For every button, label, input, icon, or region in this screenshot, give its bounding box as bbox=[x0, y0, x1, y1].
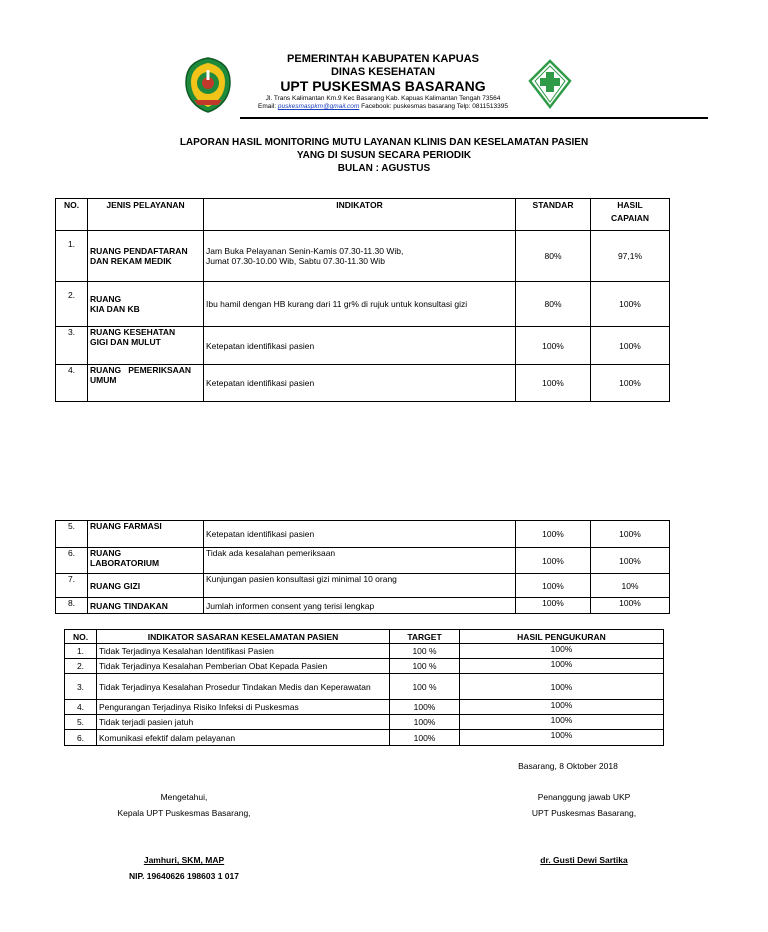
table-row bbox=[65, 730, 664, 746]
right-signer-name: dr. Gusti Dewi Sartika bbox=[540, 855, 628, 865]
row-service bbox=[88, 548, 204, 574]
row-service: RUANG FARMASI bbox=[88, 521, 204, 548]
service-line2: GIGI DAN MULUT bbox=[90, 337, 161, 347]
header-department-name: DINAS KESEHATAN bbox=[330, 66, 436, 78]
report-title: LAPORAN HASIL MONITORING MUTU LAYANAN KLINIS DAN KESELAMATAN PASIEN bbox=[179, 137, 589, 148]
row-no: 2. bbox=[56, 282, 88, 327]
indicator-line2: Jumat 07.30-10.00 Wib, Sabtu 07.30-11.30 Wib bbox=[206, 256, 385, 266]
row-no: 5. bbox=[65, 715, 97, 730]
row-standard: 100% bbox=[516, 598, 591, 614]
right-signer-role-line2: UPT Puskesmas Basarang, bbox=[531, 808, 637, 818]
table-row bbox=[65, 674, 664, 700]
row-target: 100% bbox=[390, 700, 460, 715]
header-contact bbox=[218, 103, 548, 110]
row-indicator: Pengurangan Terjadinya Risiko Infeksi di Puskesmas bbox=[97, 700, 390, 715]
row-standard: 100% bbox=[516, 574, 591, 598]
row-indicator bbox=[204, 231, 516, 282]
table-row bbox=[65, 700, 664, 715]
table-row bbox=[65, 644, 664, 659]
indicator-line1: Jam Buka Pelayanan Senin-Kamis 07.30-11.30 Wib, bbox=[206, 246, 404, 256]
row-no: 3. bbox=[65, 674, 97, 700]
col-header-target: TARGET bbox=[390, 630, 460, 644]
table-row bbox=[56, 574, 670, 598]
puskesmas-logo bbox=[528, 59, 572, 111]
row-result: 100% bbox=[460, 659, 664, 674]
row-standard: 100% bbox=[516, 327, 591, 365]
row-no: 4. bbox=[65, 700, 97, 715]
col-header-no: NO. bbox=[56, 199, 88, 231]
col-header-indikator: INDIKATOR bbox=[204, 199, 516, 231]
service-line2: LABORATORIUM bbox=[90, 558, 160, 568]
table-row bbox=[56, 231, 670, 282]
row-standard: 80% bbox=[516, 282, 591, 327]
left-signer-role-line2: Kepala UPT Puskesmas Basarang, bbox=[117, 808, 251, 818]
service-quality-table-continued bbox=[55, 520, 670, 614]
row-target: 100% bbox=[390, 730, 460, 746]
table-row bbox=[56, 282, 670, 327]
table-row bbox=[56, 521, 670, 548]
row-service bbox=[88, 282, 204, 327]
row-indicator: Kunjungan pasien konsultasi gizi minimal 10 orang bbox=[204, 574, 516, 598]
right-signer-role-line1: Penanggung jawab UKP bbox=[537, 792, 631, 802]
col-header-no: NO. bbox=[65, 630, 97, 644]
row-service bbox=[88, 327, 204, 365]
col-header-standar: STANDAR bbox=[516, 199, 591, 231]
row-no: 2. bbox=[65, 659, 97, 674]
table-row bbox=[56, 327, 670, 365]
row-target: 100% bbox=[390, 715, 460, 730]
table-row bbox=[56, 365, 670, 402]
email-label: Email: bbox=[258, 103, 277, 110]
row-indicator: Tidak ada kesalahan pemeriksaan bbox=[204, 548, 516, 574]
row-standard: 80% bbox=[516, 231, 591, 282]
header-institution-name: UPT PUSKESMAS BASARANG bbox=[280, 78, 486, 94]
row-no: 3. bbox=[56, 327, 88, 365]
row-no: 4. bbox=[56, 365, 88, 402]
contact-details: Facebook: puskesmas basarang Telp: 0811513395 bbox=[361, 103, 508, 110]
row-result: 100% bbox=[460, 715, 664, 730]
report-subtitle: YANG DI SUSUN SECARA PERIODIK bbox=[296, 150, 472, 161]
row-no: 5. bbox=[56, 521, 88, 548]
service-line1: RUANG KESEHATAN bbox=[90, 327, 176, 337]
left-signer-name: Jamhuri, SKM, MAP bbox=[143, 855, 225, 865]
patient-safety-table bbox=[64, 629, 664, 746]
table-row bbox=[56, 598, 670, 614]
row-result: 97,1% bbox=[591, 231, 670, 282]
row-result: 100% bbox=[460, 730, 664, 746]
row-indicator: Ketepatan identifikasi pasien bbox=[204, 521, 516, 548]
col-header-hasil bbox=[591, 199, 670, 231]
service-line1: RUANG bbox=[90, 294, 122, 304]
row-result: 100% bbox=[591, 548, 670, 574]
row-standard: 100% bbox=[516, 365, 591, 402]
service-line1: RUANG PEMERIKSAAN bbox=[90, 365, 192, 375]
row-no: 6. bbox=[56, 548, 88, 574]
row-indicator: Komunikasi efektif dalam pelayanan bbox=[97, 730, 390, 746]
row-service: RUANG GIZI bbox=[88, 574, 204, 598]
row-indicator: Tidak Terjadinya Kesalahan Identifikasi Pasien bbox=[97, 644, 390, 659]
row-result: 100% bbox=[591, 327, 670, 365]
col-header-indikator: INDIKATOR SASARAN KESELAMATAN PASIEN bbox=[97, 630, 390, 644]
row-result: 100% bbox=[460, 700, 664, 715]
row-no: 1. bbox=[65, 644, 97, 659]
table-row bbox=[65, 659, 664, 674]
row-service bbox=[88, 365, 204, 402]
row-no: 7. bbox=[56, 574, 88, 598]
row-no: 6. bbox=[65, 730, 97, 746]
service-quality-table bbox=[55, 198, 670, 402]
row-target: 100 % bbox=[390, 644, 460, 659]
row-target: 100 % bbox=[390, 674, 460, 700]
col-header-hasil: HASIL PENGUKURAN bbox=[460, 630, 664, 644]
row-service: RUANG TINDAKAN bbox=[88, 598, 204, 614]
left-signer-nip: NIP. 19640626 198603 1 017 bbox=[129, 871, 239, 881]
row-standard: 100% bbox=[516, 521, 591, 548]
report-month: BULAN : AGUSTUS bbox=[337, 163, 431, 174]
col-header-hasil-line1: HASIL bbox=[617, 200, 643, 210]
service-line2: UMUM bbox=[90, 375, 117, 385]
row-indicator: Tidak Terjadinya Kesalahan Pemberian Obat Kepada Pasien bbox=[97, 659, 390, 674]
place-date: Basarang, 8 Oktober 2018 bbox=[518, 761, 618, 771]
row-result: 100% bbox=[460, 644, 664, 659]
row-indicator: Ketepatan identifikasi pasien bbox=[204, 327, 516, 365]
service-line1: RUANG PENDAFTARAN bbox=[90, 246, 188, 256]
col-header-hasil-line2: CAPAIAN bbox=[610, 213, 650, 223]
row-service bbox=[88, 231, 204, 282]
service-line2: KIA DAN KB bbox=[90, 304, 140, 314]
header-address: Jl. Trans Kalimantan Km.9 Kec Basarang Kab. Kapuas Kalimantan Tengah 73564 bbox=[265, 95, 501, 102]
table-header-row bbox=[65, 630, 664, 644]
table-header-row bbox=[56, 199, 670, 231]
row-indicator: Tidak terjadi pasien jatuh bbox=[97, 715, 390, 730]
col-header-jenis: JENIS PELAYANAN bbox=[88, 199, 204, 231]
row-result: 100% bbox=[591, 598, 670, 614]
row-result: 100% bbox=[591, 521, 670, 548]
row-indicator: Ketepatan identifikasi pasien bbox=[204, 365, 516, 402]
table-row bbox=[65, 715, 664, 730]
service-line2: DAN REKAM MEDIK bbox=[90, 256, 172, 266]
row-no: 1. bbox=[56, 231, 88, 282]
row-result: 100% bbox=[591, 365, 670, 402]
row-target: 100 % bbox=[390, 659, 460, 674]
header-divider bbox=[240, 117, 708, 119]
email-link[interactable]: puskesmaspkm@gmail.com bbox=[277, 103, 360, 110]
left-signer-role-line1: Mengetahui, bbox=[160, 792, 208, 802]
table-row bbox=[56, 548, 670, 574]
row-standard: 100% bbox=[516, 548, 591, 574]
header-government-name: PEMERINTAH KABUPATEN KAPUAS bbox=[287, 53, 479, 65]
row-result: 100% bbox=[460, 674, 664, 700]
row-indicator: Jumlah informen consent yang terisi lengkap bbox=[204, 598, 516, 614]
service-line1: RUANG bbox=[90, 548, 122, 558]
row-indicator: Ibu hamil dengan HB kurang dari 11 gr% di rujuk untuk konsultasi gizi bbox=[204, 282, 516, 327]
row-no: 8. bbox=[56, 598, 88, 614]
row-result: 10% bbox=[591, 574, 670, 598]
row-indicator: Tidak Terjadinya Kesalahan Prosedur Tindakan Medis dan Keperawatan bbox=[97, 674, 390, 700]
row-result: 100% bbox=[591, 282, 670, 327]
